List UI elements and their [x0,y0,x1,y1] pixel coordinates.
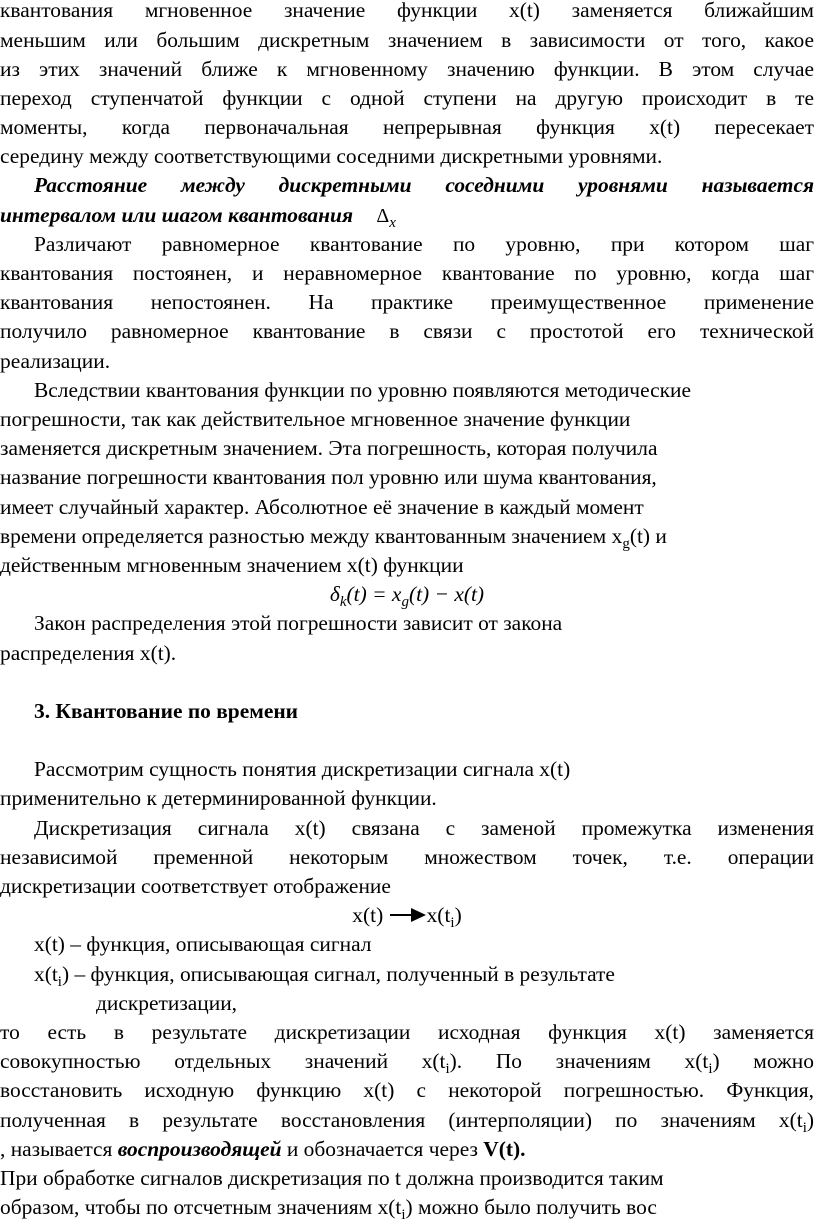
subscript: g [622,535,630,552]
text-line: название погрешности квантования пол уровню или шума квантования, [0,465,657,490]
text-segment: совокупностью отдельных значений x(t [0,1049,446,1074]
error-formula [0,580,814,609]
text-line: моменты, когда первоначальная непрерывная функция x(t) пересекает [0,115,814,140]
text-line: Дискретизация сигнала x(t) связана с заменой промежутка изменения [34,815,814,840]
text-line [0,1164,814,1193]
text-line: x(t) – функция, описывающая сигнал [34,932,372,957]
text-segment: x(t [34,961,58,986]
text-line: погрешности, так как действительное мгновенное значение функции [0,407,631,432]
formula-segment: (t) = x [346,582,402,607]
text-line [0,1135,814,1164]
text-line [0,1193,814,1222]
mapping-formula [0,901,814,930]
text-segment: полученная в результате восстановления (интерполяции) по значениям x(t [0,1107,803,1132]
text-line: восстановить исходную функцию x(t) с некоторой погрешностью. Функция, [0,1078,814,1103]
formula-subscript: k [339,594,347,611]
delta-symbol: Δ [376,204,390,227]
text-line: применительно к детерминированной функции. [0,786,437,811]
text-segment: ). По значениям x(t [449,1049,709,1074]
text-segment: ) – функция, описывающая сигнал, полученный в результате [61,961,615,986]
section-heading: 3. Квантование по времени [34,698,299,723]
text-segment: ) можно было получить вос [405,1195,657,1220]
text-line: получило равномерное квантование в связи с простотой его технической [0,319,814,344]
subscript: i [450,915,455,932]
text-line: квантования непостоянен. На практике преимущественное применение [0,290,814,315]
text-line: дискретизации соответствует отображение [0,874,391,899]
text-line: квантования постоянен, и неравномерное квантование по уровню, когда шаг [0,261,814,286]
text-line [0,522,814,551]
formula-segment: (t) − x(t) [408,582,485,607]
subscript: i [401,1207,406,1224]
subscript: i [57,973,62,990]
text-segment: V(t). [483,1136,526,1161]
text-segment: (t) и [629,523,667,548]
definition-text: интервалом или шагом квантования [0,202,353,227]
text-line: Рассмотрим сущность понятия дискретизации сигнала x(t) [34,757,571,782]
text-segment: ) [806,1107,814,1132]
formula-subscript: g [401,594,409,611]
text-line: Вследствии квантования функции по уровню появляются методические [34,377,691,402]
text-segment: и обозначается через [281,1136,484,1161]
text-line: середину между соответствующими соседними дискретными уровнями. [0,144,663,169]
text-line: имеет случайный характер. Абсолютное её значение в каждый момент [0,494,644,519]
text-line: меньшим или большим дискретным значением в зависимости от того, какое [0,27,814,52]
definition-line: Расстояние между дискретными соседними уровнями называется [34,173,814,198]
mapping-right: x(t [426,903,451,928]
text-line [0,1047,814,1076]
text-line: то есть в результате дискретизации исходная функция x(t) заменяется [0,1020,814,1045]
text-segment: ) можно [712,1049,814,1074]
text-line: Закон распределения этой погрешности зависит от закона [34,611,563,636]
text-line: заменяется дискретным значением. Эта погрешность, которая получила [0,436,658,461]
text-line [34,960,814,989]
text-segment: , называется [0,1136,118,1161]
text-segment: При обработке сигналов дискретизация по t должна производится таким [0,1165,664,1190]
subscript: i [708,1061,713,1078]
text-line: дискретизации, [96,990,238,1015]
text-line: квантования мгновенное значение функции x(t) заменяется ближайшим [0,0,814,23]
delta-subscript: x [389,214,396,231]
text-segment: образом, чтобы по отсчетным значениям x(t [0,1195,402,1220]
text-segment: времени определяется разностью между квантованным значением x [0,523,623,548]
subscript: i [445,1061,450,1078]
text-line: переход ступенчатой функции с одной ступени на другую происходит в те [0,85,814,110]
text-line: Различают равномерное квантование по уровню, при котором шаг [34,231,814,256]
text-line: независимой пременной некоторым множеством точек, т.е. операции [0,844,814,869]
text-line: действенным мгновенным значением x(t) функции [0,552,464,577]
mapping-right-end: ) [454,903,462,928]
text-segment: воспроизводящей [117,1136,282,1161]
text-line: реализации. [0,348,111,373]
text-line [0,1106,814,1135]
formula-delta: δ [329,582,340,607]
subscript: i [802,1119,807,1136]
mapping-left: x(t) [352,903,384,928]
arrow-right-icon [389,904,427,924]
text-line: из этих значений ближе к мгновенному значению функции. В этом случае [0,56,814,81]
definition-line [0,201,814,230]
text-line: распределения x(t). [0,640,177,665]
